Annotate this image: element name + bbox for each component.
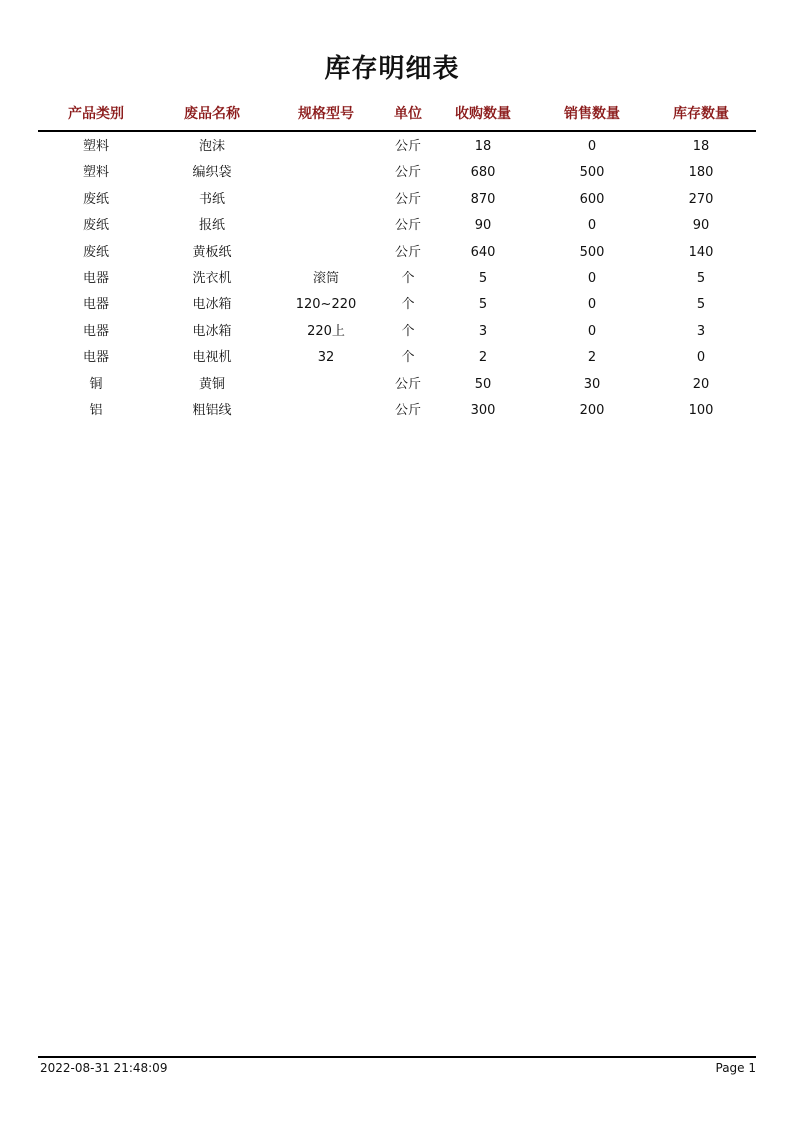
column-header-sales-qty: 销售数量 bbox=[564, 106, 620, 122]
cell-unit: 公斤 bbox=[394, 402, 421, 418]
cell-sales-qty: 30 bbox=[583, 376, 601, 392]
cell-item-name: 黄板纸 bbox=[192, 244, 232, 260]
cell-spec bbox=[286, 398, 366, 424]
cell-category: 铜 bbox=[89, 376, 103, 392]
cell-stock-qty: 140 bbox=[688, 244, 714, 260]
cell-purchase-qty: 5 bbox=[478, 297, 488, 313]
cell-spec: 32 bbox=[317, 350, 335, 366]
column-header-spec: 规格型号 bbox=[298, 106, 354, 122]
cell-purchase-qty: 18 bbox=[474, 139, 492, 154]
cell-item-name: 编织袋 bbox=[192, 165, 232, 181]
cell-spec bbox=[286, 134, 366, 160]
cell-category: 废纸 bbox=[82, 191, 109, 207]
cell-purchase-qty: 870 bbox=[470, 191, 496, 207]
cell-unit: 个 bbox=[401, 270, 415, 286]
cell-purchase-qty: 680 bbox=[470, 165, 496, 181]
cell-purchase-qty: 3 bbox=[478, 323, 488, 339]
cell-item-name: 洗衣机 bbox=[192, 270, 232, 286]
cell-unit: 公斤 bbox=[394, 191, 421, 207]
cell-sales-qty: 2 bbox=[587, 350, 597, 366]
cell-item-name: 电冰箱 bbox=[192, 323, 232, 339]
cell-spec: 120~220 bbox=[295, 297, 357, 313]
column-header-item-name: 废品名称 bbox=[184, 106, 240, 122]
cell-purchase-qty: 90 bbox=[474, 218, 492, 234]
cell-stock-qty: 5 bbox=[696, 297, 706, 313]
cell-category: 塑料 bbox=[82, 139, 109, 154]
cell-stock-qty: 0 bbox=[696, 350, 706, 366]
cell-sales-qty: 0 bbox=[587, 218, 597, 234]
cell-item-name: 报纸 bbox=[198, 218, 225, 234]
cell-sales-qty: 500 bbox=[579, 165, 605, 181]
cell-item-name: 书纸 bbox=[198, 191, 225, 207]
cell-sales-qty: 0 bbox=[587, 270, 597, 286]
cell-sales-qty: 0 bbox=[587, 139, 597, 154]
cell-category: 电器 bbox=[82, 350, 109, 366]
table-row bbox=[38, 160, 756, 186]
cell-sales-qty: 600 bbox=[579, 191, 605, 207]
cell-sales-qty: 500 bbox=[579, 244, 605, 260]
cell-stock-qty: 18 bbox=[692, 139, 710, 154]
table-body bbox=[38, 134, 756, 424]
cell-stock-qty: 100 bbox=[688, 402, 714, 418]
cell-purchase-qty: 2 bbox=[478, 350, 488, 366]
cell-spec bbox=[286, 160, 366, 186]
cell-item-name: 泡沫 bbox=[198, 139, 225, 154]
column-header-unit: 单位 bbox=[394, 106, 422, 122]
cell-item-name: 粗铝线 bbox=[192, 402, 232, 418]
cell-purchase-qty: 50 bbox=[474, 376, 492, 392]
table-row bbox=[38, 266, 756, 292]
cell-item-name: 电冰箱 bbox=[192, 297, 232, 313]
table-row bbox=[38, 292, 756, 318]
cell-unit: 公斤 bbox=[394, 165, 421, 181]
cell-category: 塑料 bbox=[82, 165, 109, 181]
cell-spec bbox=[286, 372, 366, 398]
table-row bbox=[38, 187, 756, 213]
report-title: 库存明细表 bbox=[324, 54, 460, 84]
cell-stock-qty: 270 bbox=[688, 191, 714, 207]
cell-unit: 个 bbox=[401, 323, 415, 339]
cell-unit: 个 bbox=[401, 350, 415, 366]
cell-stock-qty: 5 bbox=[696, 270, 706, 286]
cell-stock-qty: 180 bbox=[688, 165, 714, 181]
cell-category: 电器 bbox=[82, 297, 109, 313]
table-header bbox=[38, 102, 756, 128]
footer-divider bbox=[38, 1056, 756, 1058]
cell-category: 废纸 bbox=[82, 218, 109, 234]
table-row bbox=[38, 372, 756, 398]
print-timestamp: 2022-08-31 21:48:09 bbox=[40, 1061, 168, 1075]
table-row bbox=[38, 345, 756, 371]
cell-stock-qty: 20 bbox=[692, 376, 710, 392]
header-divider bbox=[38, 130, 756, 132]
table-row bbox=[38, 134, 756, 160]
cell-spec: 滚筒 bbox=[312, 270, 339, 286]
table-row bbox=[38, 240, 756, 266]
cell-stock-qty: 90 bbox=[692, 218, 710, 234]
table-row bbox=[38, 398, 756, 424]
cell-category: 废纸 bbox=[82, 244, 109, 260]
cell-purchase-qty: 300 bbox=[470, 402, 496, 418]
cell-spec bbox=[286, 240, 366, 266]
cell-spec: 220上 bbox=[307, 323, 345, 339]
cell-category: 铝 bbox=[89, 402, 103, 418]
column-header-category: 产品类别 bbox=[68, 106, 124, 122]
cell-unit: 公斤 bbox=[394, 218, 421, 234]
table-row bbox=[38, 319, 756, 345]
cell-sales-qty: 0 bbox=[587, 323, 597, 339]
cell-unit: 公斤 bbox=[394, 139, 421, 154]
cell-spec bbox=[286, 213, 366, 239]
cell-spec bbox=[286, 187, 366, 213]
cell-stock-qty: 3 bbox=[696, 323, 706, 339]
cell-item-name: 电视机 bbox=[192, 350, 232, 366]
cell-sales-qty: 200 bbox=[579, 402, 605, 418]
cell-category: 电器 bbox=[82, 323, 109, 339]
cell-sales-qty: 0 bbox=[587, 297, 597, 313]
page-number: Page 1 bbox=[715, 1061, 756, 1075]
cell-purchase-qty: 640 bbox=[470, 244, 496, 260]
cell-unit: 公斤 bbox=[394, 244, 421, 260]
cell-unit: 公斤 bbox=[394, 376, 421, 392]
cell-item-name: 黄铜 bbox=[198, 376, 225, 392]
cell-unit: 个 bbox=[401, 297, 415, 313]
cell-category: 电器 bbox=[82, 270, 109, 286]
column-header-purchase-qty: 收购数量 bbox=[455, 106, 511, 122]
cell-purchase-qty: 5 bbox=[478, 270, 488, 286]
column-header-stock-qty: 库存数量 bbox=[673, 106, 729, 122]
table-row bbox=[38, 213, 756, 239]
